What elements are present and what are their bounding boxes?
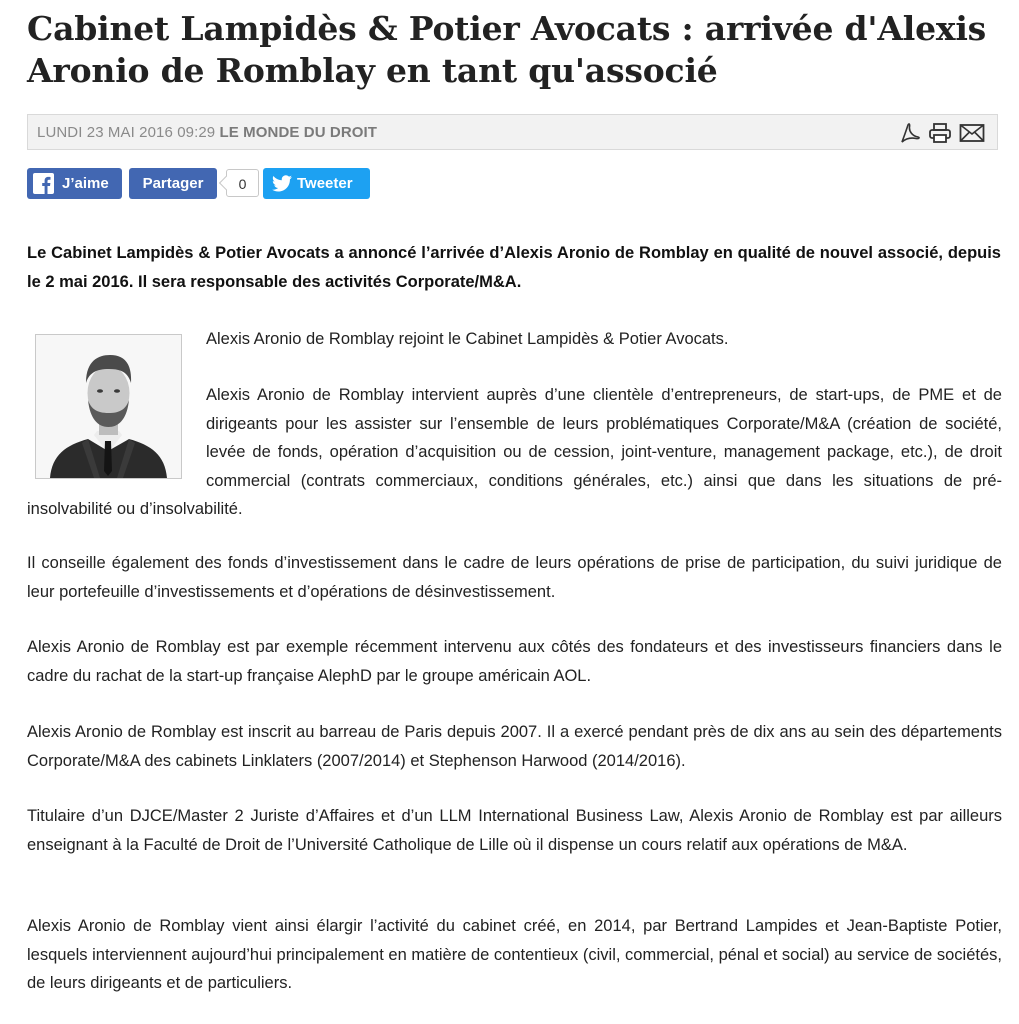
facebook-like-label: J’aime	[62, 175, 109, 192]
article-source: LE MONDE DU DROIT	[219, 124, 378, 141]
share-button[interactable]: Partager	[129, 168, 217, 199]
email-icon[interactable]	[959, 122, 983, 144]
article-paragraph: Alexis Aronio de Romblay vient ainsi élargir l’activité du cabinet créé, en 2014, par Bertrand Lampides et Jean-Baptiste Potier, lesquels interviennent aujourd’hui principalement en matière de contentieux (civil, commercial, pénal et social) au service de sociétés, de leurs dirigeants et de particuliers.	[27, 917, 1002, 992]
facebook-like-button[interactable]	[27, 168, 122, 199]
article-paragraph: Alexis Aronio de Romblay intervient auprès d’une clientèle d’entrepreneurs, de start-ups, de PME et de dirigeants pour les assister sur l’ensemble de leurs problématiques Corporate/M&A (création de société, levée de fonds, opération d’acquisition ou de cession, joint-venture, management package, etc.), de droit commercial (contrats commerciaux, conditions générales, etc.) ainsi que dans les situations de pré-insolvabilité ou d’insolvabilité.	[27, 386, 1002, 518]
article-tools	[897, 121, 983, 145]
article-paragraph-wrap	[27, 381, 1002, 524]
article-lead: Le Cabinet Lampidès & Potier Avocats a annoncé l’arrivée d’Alexis Aronio de Romblay en qualité de nouvel associé, depuis le 2 mai 2016. Il sera responsable des activités Corporate/M&A.	[27, 244, 1001, 291]
pdf-icon[interactable]	[897, 122, 921, 144]
article-paragraph: Alexis Aronio de Romblay est par exemple récemment intervenu aux côtés des fondateurs et des investisseurs financiers dans le cadre du rachat de la start-up française AlephD par le groupe américain AOL.	[27, 638, 1002, 685]
share-count: 0	[226, 169, 259, 197]
article-paragraph: Il conseille également des fonds d’investissement dans le cadre de leurs opérations de prise de participation, du suivi juridique de leur portefeuille d’investissements et d’opérations de désinvestissement.	[27, 554, 1002, 601]
tweet-label: Tweeter	[297, 175, 353, 192]
photo-spacer	[27, 381, 206, 495]
article-meta	[37, 124, 377, 141]
article-meta-bar	[27, 114, 998, 150]
facebook-icon	[33, 173, 54, 194]
article-paragraph: Alexis Aronio de Romblay est inscrit au barreau de Paris depuis 2007. Il a exercé pendant près de dix ans au sein des départements Corporate/M&A des cabinets Linklaters (2007/2014) et Stephenson Harwood (2014/2016).	[27, 723, 1002, 770]
tweet-button[interactable]	[263, 168, 370, 199]
article-paragraph: Alexis Aronio de Romblay rejoint le Cabinet Lampidès & Potier Avocats.	[206, 330, 729, 348]
print-icon[interactable]	[928, 122, 952, 144]
twitter-icon	[272, 175, 292, 192]
article-paragraph: Titulaire d’un DJCE/Master 2 Juriste d’Affaires et d’un LLM International Business Law, Alexis Aronio de Romblay est par ailleurs enseignant à la Faculté de Droit de l’Université Catholique de Lille où il dispense un cours relatif aux opérations de M&A.	[27, 807, 1002, 854]
article-title: Cabinet Lampidès & Potier Avocats : arrivée d'Alexis Aronio de Romblay en tant qu'associé	[27, 9, 987, 90]
article-date: LUNDI 23 MAI 2016 09:29	[37, 124, 216, 141]
